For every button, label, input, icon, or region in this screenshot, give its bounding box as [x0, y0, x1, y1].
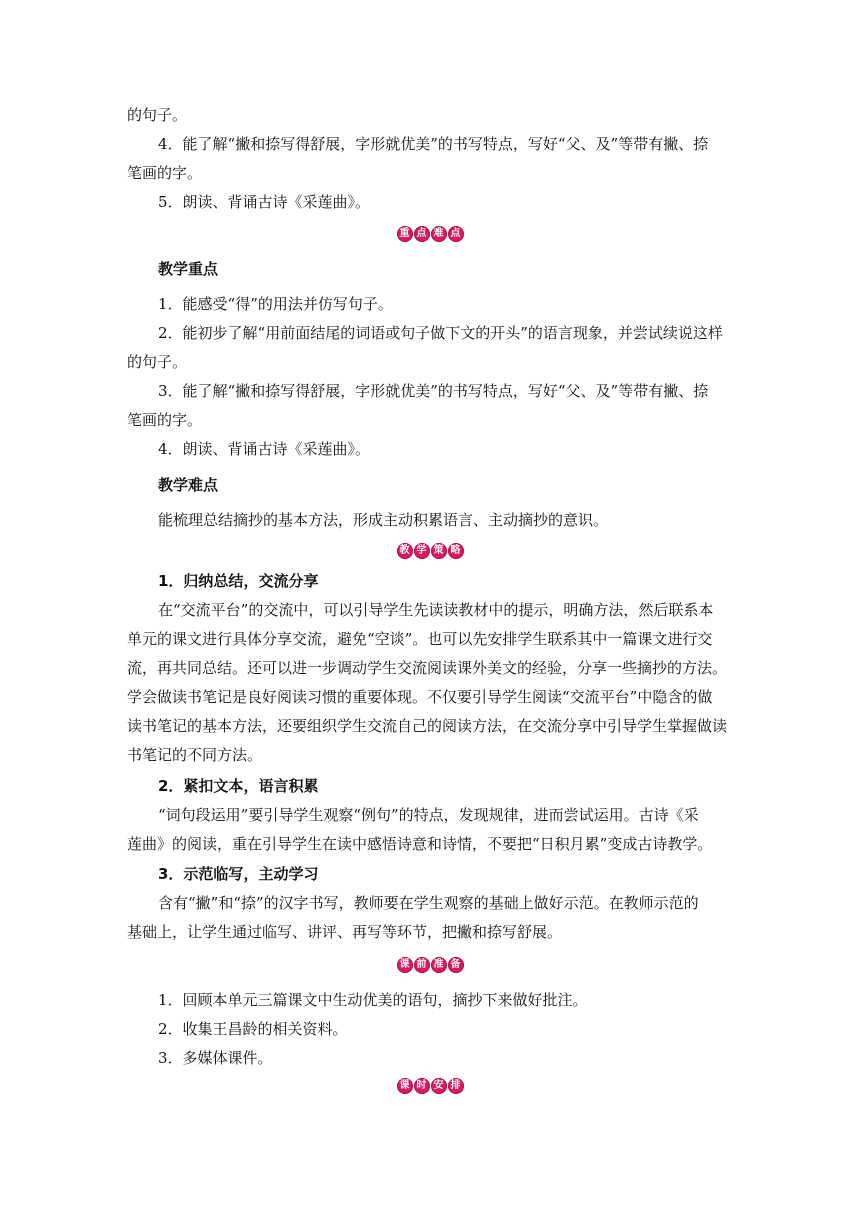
badge-char: 重 [397, 226, 413, 242]
text-line: 在“交流平台”的交流中，可以引导学生先读读教材中的提示，明确方法，然后联系本 [158, 601, 714, 619]
text-line: 的句子。 [127, 353, 188, 371]
badge-char: 点 [414, 226, 430, 242]
text-line: 书笔记的不同方法。 [127, 746, 263, 764]
section-badge-preparation [0, 957, 860, 973]
text-line: 基础上，让学生通过临写、讲评、再写等环节，把撇和捺写舒展。 [127, 923, 563, 941]
badge-char: 排 [448, 1078, 464, 1094]
text-line: 笔画的字。 [127, 411, 203, 429]
badge-char: 安 [431, 1078, 447, 1094]
text-line: 的句子。 [127, 106, 188, 124]
text-line: 2．收集王昌龄的相关资料。 [158, 1020, 348, 1038]
text-line: 3．能了解“撇和捺写得舒展，字形就优美”的书写特点，写好“父、及”等带有撇、捺 [158, 382, 709, 400]
text-line: 1．能感受“得”的用法并仿写句子。 [158, 295, 393, 313]
subheading: 3．示范临写，主动学习 [158, 865, 319, 883]
text-line: 含有“撇”和“捺”的汉字书写，教师要在学生观察的基础上做好示范。在教师示范的 [158, 894, 699, 912]
section-badge-schedule [0, 1078, 860, 1094]
text-line: 学会做读书笔记是良好阅读习惯的重要体现。不仅要引导学生阅读“交流平台”中隐含的做 [127, 688, 713, 706]
badge-char: 学 [414, 543, 430, 559]
text-line: 笔画的字。 [127, 164, 203, 182]
badge-char: 课 [397, 957, 413, 973]
text-line: 莲曲》的阅读，重在引导学生在读中感悟诗意和诗情，不要把“日积月累”变成古诗教学。 [127, 835, 713, 853]
badge-char: 教 [397, 543, 413, 559]
section-badge-key-difficulties [0, 226, 860, 242]
subheading: 2．紧扣文本，语言积累 [158, 777, 319, 795]
badge-char: 点 [448, 226, 464, 242]
subheading: 教学难点 [158, 476, 219, 494]
text-line: 能梳理总结摘抄的基本方法，形成主动积累语言、主动摘抄的意识。 [158, 511, 609, 529]
text-line: 流，再共同总结。还可以进一步调动学生交流阅读课外美文的经验，分享一些摘抄的方法。 [127, 659, 728, 677]
text-line: 4．朗读、背诵古诗《采莲曲》。 [158, 440, 371, 458]
text-line: 3．多媒体课件。 [158, 1049, 273, 1067]
text-line: 1．回顾本单元三篇课文中生动优美的语句，摘抄下来做好批注。 [158, 991, 588, 1009]
text-line: “词句段运用”要引导学生观察“例句”的特点，发现规律，进而尝试运用。古诗《采 [158, 806, 699, 824]
text-line: 单元的课文进行具体分享交流，避免“空谈”。也可以先安排学生联系其中一篇课文进行交 [127, 630, 713, 648]
section-badge-strategy [0, 543, 860, 559]
subheading: 1．归纳总结，交流分享 [158, 572, 319, 590]
badge-char: 课 [397, 1078, 413, 1094]
badge-char: 略 [448, 543, 464, 559]
text-line: 读书笔记的基本方法，还要组织学生交流自己的阅读方法，在交流分享中引导学生掌握做读 [127, 717, 728, 735]
subheading: 教学重点 [158, 260, 219, 278]
badge-char: 难 [431, 226, 447, 242]
badge-char: 备 [448, 957, 464, 973]
badge-char: 前 [414, 957, 430, 973]
badge-char: 时 [414, 1078, 430, 1094]
text-line: 2．能初步了解“用前面结尾的词语或句子做下文的开头”的语言现象，并尝试续说这样 [158, 324, 723, 342]
badge-char: 策 [431, 543, 447, 559]
badge-char: 准 [431, 957, 447, 973]
text-line: 5．朗读、背诵古诗《采莲曲》。 [158, 193, 371, 211]
text-line: 4．能了解“撇和捺写得舒展，字形就优美”的书写特点，写好“父、及”等带有撇、捺 [158, 135, 709, 153]
